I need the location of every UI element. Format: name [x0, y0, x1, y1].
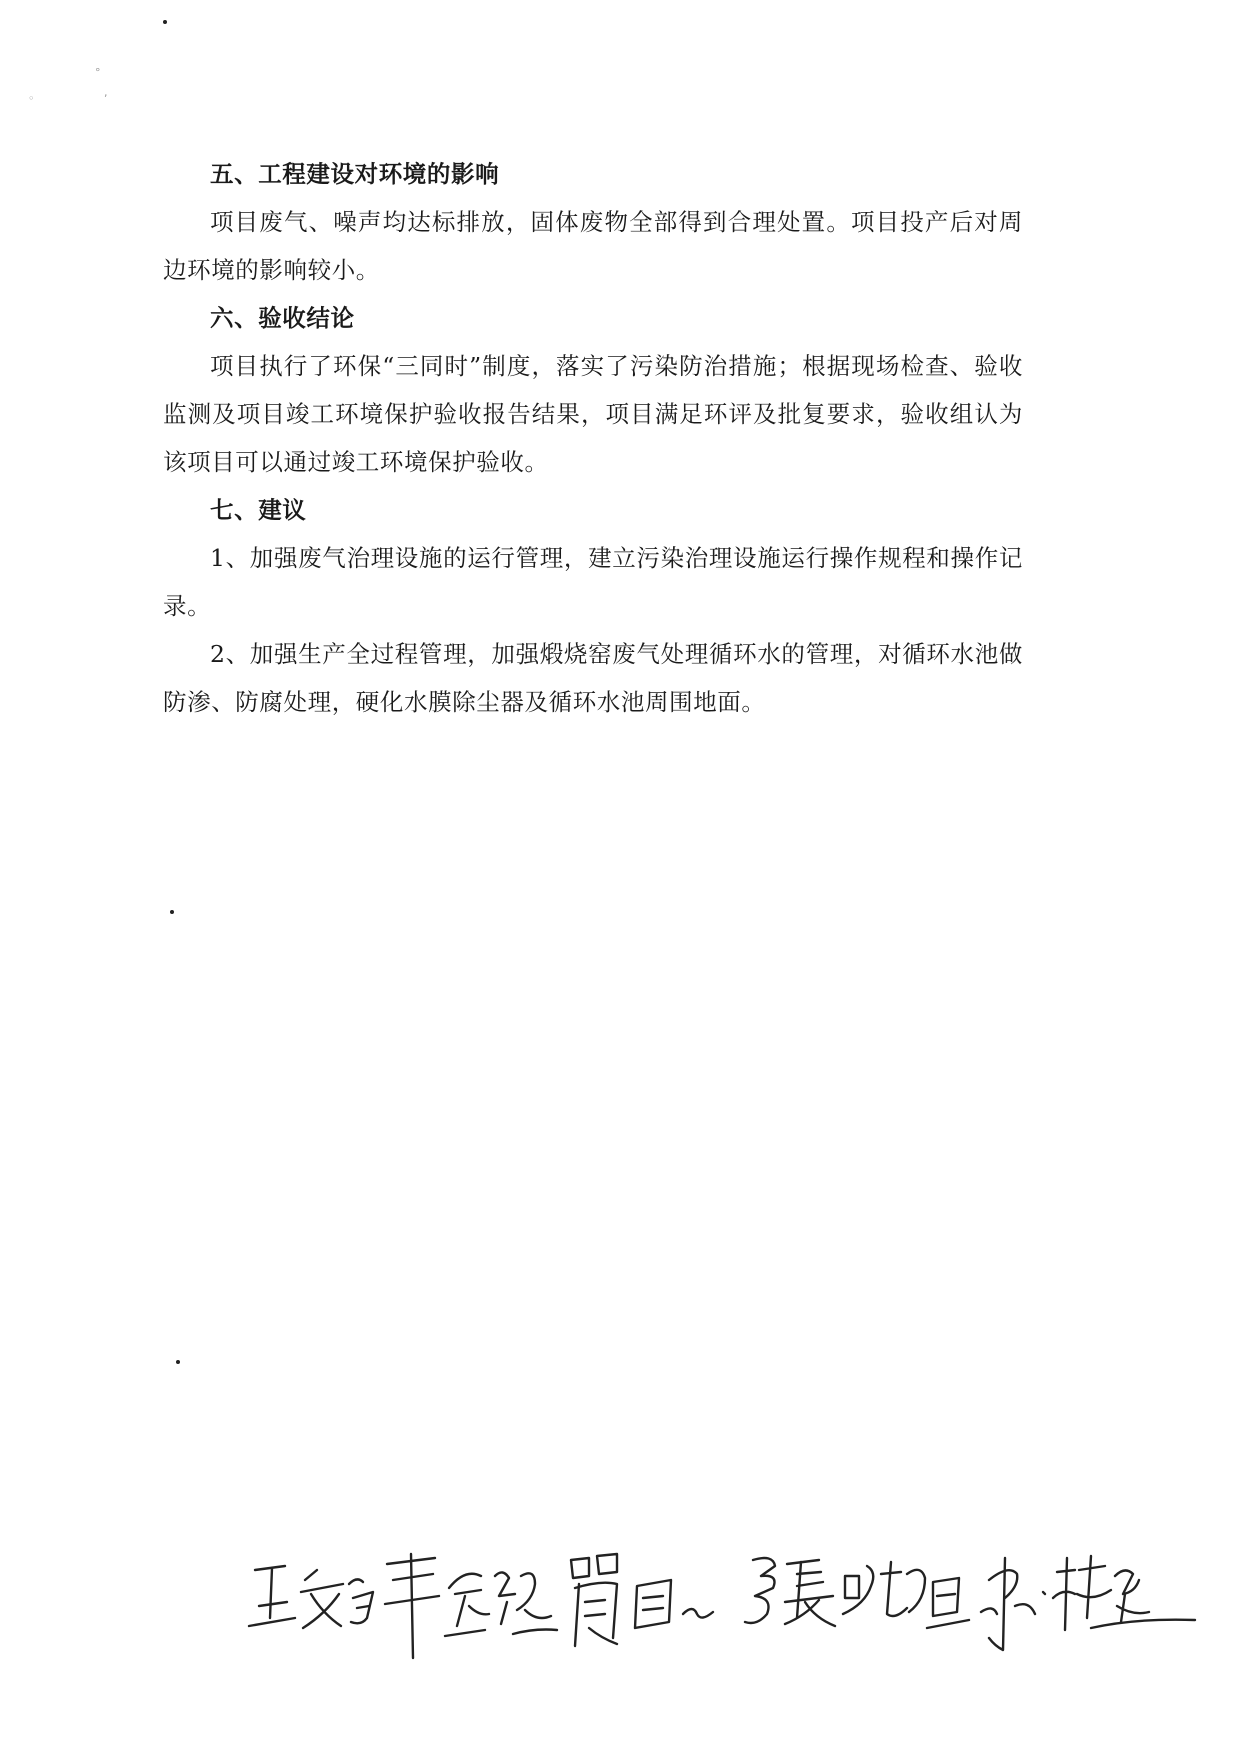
scan-dot [170, 910, 174, 914]
section-heading-7: 七、建议 [210, 496, 307, 524]
section-6-paragraph: 项目执行了环保“三同时”制度，落实了污染防治措施；根据现场检查、验收监测及项目竣工环境保护验收报告结果，项目满足环评及批复要求，验收组认为该项目可以通过竣工环境保护验收。 [163, 352, 1023, 476]
scan-dot [176, 1360, 180, 1364]
signature-5 [981, 1556, 1195, 1650]
document-body [163, 150, 1023, 726]
suggestion-1: 1、加强废气治理设施的运行管理，建立污染治理设施运行操作规程和操作记录。 [163, 544, 1023, 620]
signatures-drawing [245, 1518, 1205, 1668]
signature-1 [249, 1566, 373, 1628]
signature-3 [571, 1554, 713, 1646]
signature-row [245, 1518, 1205, 1668]
section-heading-6: 六、验收结论 [210, 304, 355, 332]
section-heading-5: 五、工程建设对环境的影响 [210, 160, 500, 188]
scan-speck: ° [95, 66, 101, 79]
signature-2 [385, 1554, 557, 1658]
suggestion-2: 2、加强生产全过程管理，加强煅烧窑废气处理循环水的管理，对循环水池做防渗、防腐处理，硬化水膜除尘器及循环水池周围地面。 [163, 640, 1023, 716]
scan-dot [163, 20, 167, 24]
scan-speck: ◦ [28, 92, 35, 105]
scan-speck: , [104, 86, 108, 99]
section-5-paragraph: 项目废气、噪声均达标排放，固体废物全部得到合理处置。项目投产后对周边环境的影响较小。 [163, 208, 1023, 284]
signature-4 [745, 1558, 969, 1628]
